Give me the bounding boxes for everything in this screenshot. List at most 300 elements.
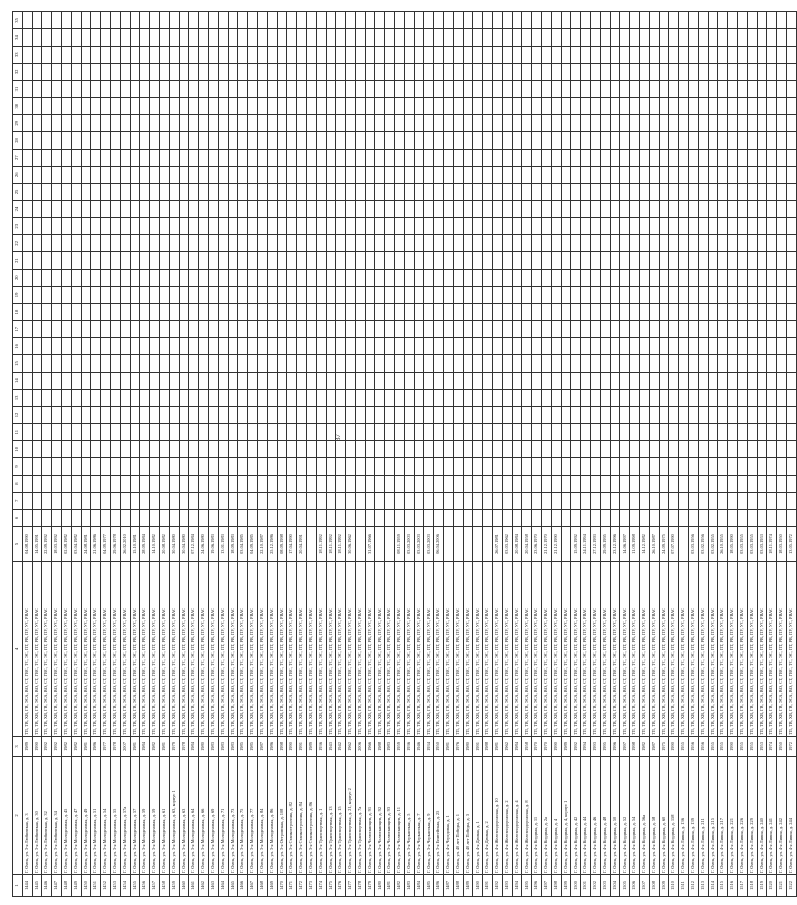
table-cell — [532, 252, 542, 269]
table-cell — [502, 235, 512, 252]
table-cell — [375, 303, 385, 320]
table-cell — [71, 475, 81, 492]
table-cell — [179, 235, 189, 252]
table-cell: 26.02.2010 — [120, 527, 130, 562]
table-cell — [669, 303, 679, 320]
address-cell: Г. Омск, ул. 3-я Черкасская, д. 7 — [414, 757, 424, 875]
table-cell: 1514 — [708, 875, 718, 897]
table-cell — [336, 303, 346, 320]
column-header: 5 — [13, 527, 23, 562]
table-cell — [571, 80, 581, 97]
table-cell — [767, 201, 777, 218]
table-cell — [737, 269, 747, 286]
table-cell — [698, 509, 708, 526]
table-cell — [434, 166, 444, 183]
table-cell — [159, 201, 169, 218]
table-cell — [159, 286, 169, 303]
table-cell: 1980 — [199, 737, 209, 757]
table-cell: 1955 — [718, 737, 728, 757]
table-cell: 1450 — [81, 875, 91, 897]
table-cell — [522, 63, 532, 80]
table-cell — [718, 235, 728, 252]
table-cell — [600, 183, 610, 200]
table-cell — [61, 286, 71, 303]
table-cell — [169, 252, 179, 269]
table-cell — [561, 201, 571, 218]
table-cell: 1511 — [679, 875, 689, 897]
table-cell — [355, 115, 365, 132]
table-cell — [757, 492, 767, 509]
table-cell — [463, 458, 473, 475]
table-cell — [630, 12, 640, 29]
table-cell: 08.09.1998 — [277, 527, 287, 562]
table-cell — [473, 183, 483, 200]
table-cell — [620, 441, 630, 458]
table-cell — [708, 338, 718, 355]
table-cell — [101, 492, 111, 509]
table-cell — [483, 166, 493, 183]
table-cell — [463, 149, 473, 166]
table-cell — [267, 458, 277, 475]
table-cell — [777, 321, 787, 338]
table-cell — [81, 132, 91, 149]
table-cell — [620, 406, 630, 423]
table-cell — [561, 527, 571, 562]
column-header: 6 — [13, 509, 23, 526]
table-cell — [698, 441, 708, 458]
table-cell — [346, 372, 356, 389]
table-cell — [150, 201, 160, 218]
table-cell — [316, 303, 326, 320]
table-cell: 19.06.1983 — [208, 527, 218, 562]
table-cell — [238, 372, 248, 389]
table-cell — [277, 389, 287, 406]
table-cell — [777, 424, 787, 441]
table-cell — [189, 321, 199, 338]
table-cell — [473, 80, 483, 97]
table-cell — [385, 492, 395, 509]
table-cell — [679, 509, 689, 526]
table-cell — [718, 201, 728, 218]
table-cell — [728, 321, 738, 338]
table-cell — [502, 183, 512, 200]
table-cell — [414, 355, 424, 372]
table-cell: 1468 — [257, 875, 267, 897]
table-cell — [688, 458, 698, 475]
table-cell — [297, 132, 307, 149]
table-cell — [502, 29, 512, 46]
table-cell — [32, 218, 42, 235]
table-cell: 1983 — [218, 737, 228, 757]
table-cell — [542, 46, 552, 63]
table-cell — [434, 252, 444, 269]
table-cell — [659, 12, 669, 29]
table-cell — [688, 389, 698, 406]
table-row — [238, 12, 248, 897]
table-cell — [91, 389, 101, 406]
table-cell — [502, 441, 512, 458]
codes-cell: ТП, ТВ, ХВ, ГВ, ЭСА, ВО, СТ, ГВС, ТС, ЭС, ПТ, РВ, ПУ, УС, РВАС — [71, 562, 81, 737]
table-cell — [483, 286, 493, 303]
table-cell — [688, 355, 698, 372]
table-cell — [130, 218, 140, 235]
table-cell — [42, 115, 52, 132]
table-cell — [365, 286, 375, 303]
table-cell — [463, 235, 473, 252]
table-cell — [522, 424, 532, 441]
table-cell — [257, 372, 267, 389]
table-cell — [140, 406, 150, 423]
table-cell — [708, 406, 718, 423]
table-cell — [688, 132, 698, 149]
table-cell — [159, 372, 169, 389]
table-cell: 30.06.1962 — [346, 527, 356, 562]
table-cell — [81, 338, 91, 355]
table-cell — [218, 303, 228, 320]
table-cell — [169, 29, 179, 46]
table-cell — [502, 372, 512, 389]
table-cell — [669, 218, 679, 235]
table-cell — [238, 509, 248, 526]
table-cell — [542, 475, 552, 492]
table-cell — [532, 46, 542, 63]
table-cell — [257, 149, 267, 166]
table-cell: 21.12.1990 — [551, 527, 561, 562]
table-cell — [414, 389, 424, 406]
table-cell — [640, 132, 650, 149]
table-cell — [101, 355, 111, 372]
table-cell — [130, 321, 140, 338]
table-cell — [669, 12, 679, 29]
table-cell — [32, 183, 42, 200]
table-cell — [326, 149, 336, 166]
table-cell — [395, 475, 405, 492]
table-cell — [22, 149, 32, 166]
table-cell — [257, 115, 267, 132]
table-cell — [395, 389, 405, 406]
table-cell — [512, 492, 522, 509]
table-cell — [130, 286, 140, 303]
table-cell — [316, 98, 326, 115]
table-cell — [306, 29, 316, 46]
table-cell — [91, 406, 101, 423]
table-cell — [218, 252, 228, 269]
table-cell — [32, 492, 42, 509]
table-cell — [42, 183, 52, 200]
table-cell — [688, 509, 698, 526]
table-cell — [698, 424, 708, 441]
table-cell — [571, 149, 581, 166]
table-cell — [22, 372, 32, 389]
table-cell: 1987 — [257, 737, 267, 757]
table-cell — [150, 115, 160, 132]
table-cell — [248, 406, 258, 423]
table-cell — [688, 115, 698, 132]
table-cell — [52, 132, 62, 149]
table-cell — [306, 458, 316, 475]
table-cell — [32, 372, 42, 389]
table-cell — [297, 338, 307, 355]
table-cell — [71, 458, 81, 475]
codes-cell: ТП, ТВ, ХВ, ГВ, ЭСА, ВО, СТ, ГВС, ТС, ЭС, ПТ, РВ, ПУ, УС, РВАС — [591, 562, 601, 737]
table-cell — [238, 424, 248, 441]
table-cell — [159, 355, 169, 372]
table-cell — [630, 98, 640, 115]
table-cell — [512, 149, 522, 166]
table-row — [649, 12, 659, 897]
table-cell — [365, 269, 375, 286]
table-cell: 1962 — [346, 737, 356, 757]
table-cell — [91, 252, 101, 269]
table-cell — [238, 80, 248, 97]
table-cell: 1955 — [747, 737, 757, 757]
table-cell — [728, 406, 738, 423]
table-cell — [483, 509, 493, 526]
table-cell — [257, 29, 267, 46]
table-cell — [669, 46, 679, 63]
table-cell — [101, 80, 111, 97]
table-cell — [218, 46, 228, 63]
table-cell — [424, 303, 434, 320]
table-cell — [150, 80, 160, 97]
table-cell — [493, 492, 503, 509]
table-cell — [777, 389, 787, 406]
table-cell — [414, 98, 424, 115]
table-cell — [532, 338, 542, 355]
table-cell — [71, 252, 81, 269]
table-cell — [669, 338, 679, 355]
table-cell — [679, 12, 689, 29]
table-cell — [718, 424, 728, 441]
table-cell — [336, 235, 346, 252]
table-cell — [551, 63, 561, 80]
table-cell — [444, 12, 454, 29]
address-cell: Г. Омск, ул. 40 лет Победы, д. 3 — [463, 757, 473, 875]
table-cell — [581, 46, 591, 63]
table-cell — [365, 424, 375, 441]
table-cell — [336, 201, 346, 218]
address-cell: Г. Омск, ул. 3-я Транспортная, д. 21, корпус 2 — [346, 757, 356, 875]
table-cell — [591, 235, 601, 252]
table-cell — [248, 286, 258, 303]
table-cell — [728, 80, 738, 97]
table-cell: 1990 — [551, 737, 561, 757]
address-cell: Г. Омск, ул. 4-я Железнодорожная, д. 2 — [502, 757, 512, 875]
table-cell — [42, 492, 52, 509]
table-cell — [42, 98, 52, 115]
table-cell — [32, 355, 42, 372]
table-cell: 20.08.1982 — [159, 527, 169, 562]
table-cell — [659, 424, 669, 441]
table-cell — [228, 149, 238, 166]
table-cell — [336, 12, 346, 29]
table-cell — [385, 183, 395, 200]
table-cell — [336, 46, 346, 63]
table-row — [571, 12, 581, 897]
table-cell: 1510 — [669, 875, 679, 897]
address-cell: Г. Омск, ул. 3-я Молодежная, д. 71 — [218, 757, 228, 875]
table-cell — [542, 252, 552, 269]
table-cell — [561, 355, 571, 372]
table-cell — [179, 303, 189, 320]
table-cell — [542, 98, 552, 115]
table-cell — [169, 63, 179, 80]
table-cell — [434, 183, 444, 200]
table-cell — [336, 389, 346, 406]
table-cell: 1507 — [640, 875, 650, 897]
table-cell — [248, 63, 258, 80]
table-cell — [777, 218, 787, 235]
table-cell — [385, 235, 395, 252]
table-cell — [600, 492, 610, 509]
table-cell — [463, 389, 473, 406]
table-cell — [630, 63, 640, 80]
table-cell — [737, 321, 747, 338]
table-cell — [150, 166, 160, 183]
table-cell — [737, 475, 747, 492]
codes-cell: ТП, ТВ, ХВ, ГВ, ЭСА, ВО, СТ, ГВС, ТС, ЭС, ПТ, РВ, ПУ, УС, РВАС — [267, 562, 277, 737]
table-cell — [600, 355, 610, 372]
table-cell — [786, 492, 796, 509]
table-cell — [659, 321, 669, 338]
table-cell — [512, 286, 522, 303]
table-cell: 1459 — [169, 875, 179, 897]
table-cell: 1966 — [365, 737, 375, 757]
table-cell — [189, 46, 199, 63]
table-cell: 04.08.1990 — [22, 527, 32, 562]
table-cell — [150, 29, 160, 46]
table-row — [502, 12, 512, 897]
table-cell — [22, 80, 32, 97]
table-cell: 1959 — [395, 737, 405, 757]
table-cell — [208, 355, 218, 372]
table-cell — [199, 372, 209, 389]
table-cell — [267, 46, 277, 63]
table-cell — [493, 338, 503, 355]
table-cell — [287, 441, 297, 458]
table-cell — [316, 80, 326, 97]
table-cell — [257, 286, 267, 303]
table-cell: 1987 — [649, 737, 659, 757]
table-cell — [316, 29, 326, 46]
table-cell — [208, 475, 218, 492]
table-cell — [179, 509, 189, 526]
table-cell — [306, 355, 316, 372]
table-cell — [52, 235, 62, 252]
table-cell: 1985 — [248, 737, 258, 757]
table-cell — [159, 492, 169, 509]
table-cell — [679, 235, 689, 252]
table-cell — [150, 46, 160, 63]
table-cell — [120, 166, 130, 183]
table-cell — [757, 458, 767, 475]
table-cell — [473, 527, 483, 562]
table-cell — [620, 98, 630, 115]
table-cell — [571, 269, 581, 286]
table-cell — [688, 424, 698, 441]
table-cell — [248, 441, 258, 458]
table-cell — [591, 252, 601, 269]
table-cell — [189, 132, 199, 149]
table-cell — [277, 132, 287, 149]
table-cell — [71, 492, 81, 509]
table-cell — [728, 492, 738, 509]
table-cell — [512, 63, 522, 80]
table-cell — [22, 201, 32, 218]
table-cell — [649, 46, 659, 63]
table-cell — [591, 338, 601, 355]
table-row — [404, 12, 414, 897]
table-cell — [150, 98, 160, 115]
column-header: 7 — [13, 492, 23, 509]
table-cell — [473, 286, 483, 303]
table-cell — [159, 441, 169, 458]
table-cell — [52, 80, 62, 97]
table-row — [610, 12, 620, 897]
table-cell — [159, 424, 169, 441]
table-cell — [355, 355, 365, 372]
table-cell — [42, 441, 52, 458]
table-cell: 1449 — [71, 875, 81, 897]
table-row — [159, 12, 169, 897]
table-cell — [600, 115, 610, 132]
table-cell — [434, 321, 444, 338]
table-cell — [786, 201, 796, 218]
table-cell — [679, 321, 689, 338]
table-cell — [502, 201, 512, 218]
table-cell — [52, 509, 62, 526]
table-cell — [718, 63, 728, 80]
table-cell — [42, 218, 52, 235]
table-cell — [532, 80, 542, 97]
table-cell — [453, 218, 463, 235]
table-cell — [404, 406, 414, 423]
table-cell — [316, 492, 326, 509]
codes-cell: ТП, ТВ, ХВ, ГВ, ЭСА, ВО, СТ, ГВС, ТС, ЭС, ПТ, РВ, ПУ, УС, РВАС — [688, 562, 698, 737]
table-cell — [502, 389, 512, 406]
table-cell — [718, 475, 728, 492]
table-cell — [179, 12, 189, 29]
table-cell — [316, 424, 326, 441]
table-cell — [669, 424, 679, 441]
table-cell — [757, 321, 767, 338]
table-cell — [22, 475, 32, 492]
table-cell — [218, 372, 228, 389]
table-cell — [238, 132, 248, 149]
table-cell: 18.11.1992 — [326, 527, 336, 562]
table-cell — [522, 46, 532, 63]
table-cell — [346, 389, 356, 406]
table-cell — [659, 458, 669, 475]
table-cell — [444, 183, 454, 200]
table-cell — [473, 12, 483, 29]
table-cell: 1471 — [287, 875, 297, 897]
table-cell — [561, 29, 571, 46]
table-cell — [61, 115, 71, 132]
table-cell — [208, 441, 218, 458]
table-cell: 1444 — [22, 875, 32, 897]
table-cell — [316, 286, 326, 303]
table-cell — [365, 509, 375, 526]
table-cell — [551, 46, 561, 63]
table-cell — [463, 269, 473, 286]
table-cell — [238, 321, 248, 338]
table-cell — [228, 441, 238, 458]
table-cell — [346, 458, 356, 475]
table-cell — [512, 338, 522, 355]
table-cell — [669, 509, 679, 526]
table-cell — [81, 355, 91, 372]
